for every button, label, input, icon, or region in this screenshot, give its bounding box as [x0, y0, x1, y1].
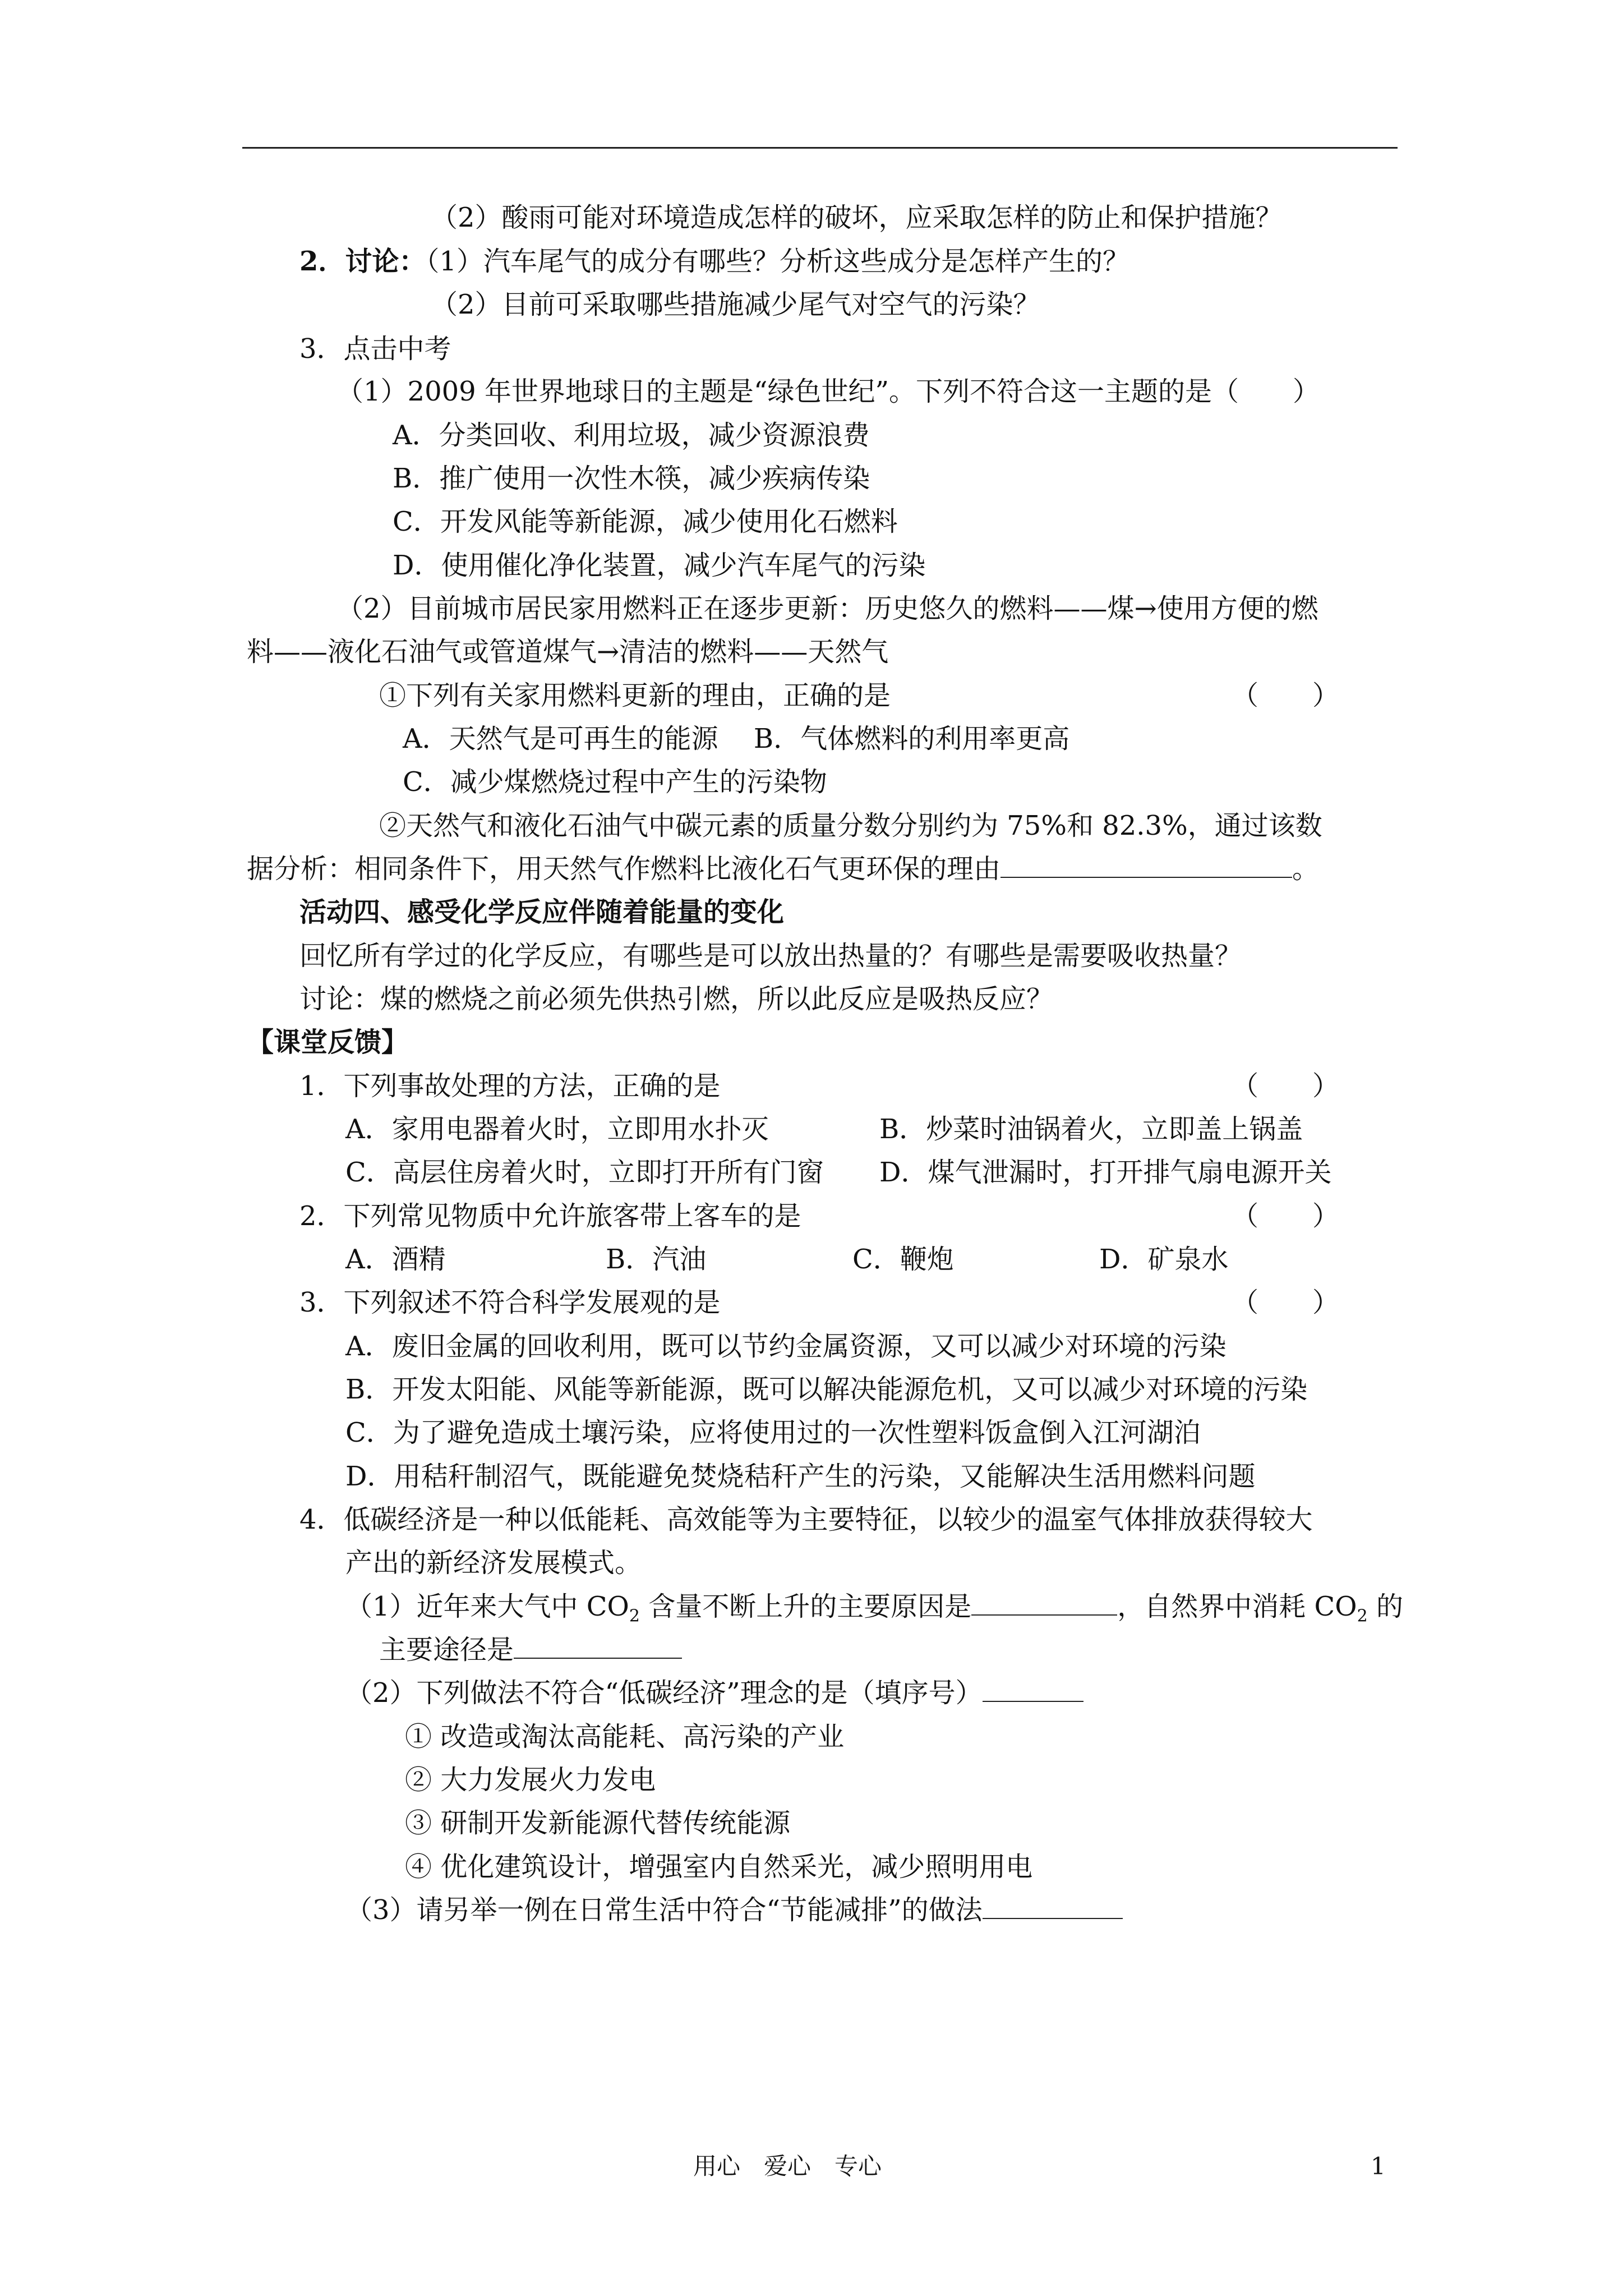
answer-blank[interactable]: [514, 1632, 682, 1659]
exam-2-q1-answer-paren: （ ）: [1232, 680, 1340, 711]
exam-2-stem-line2: 料——液化石油气或管道煤气→清洁的燃料——天然气: [247, 636, 889, 668]
feedback-1-option-a: A．家用电器着火时，立即用水扑灭: [345, 1114, 769, 1145]
answer-blank[interactable]: [983, 1892, 1123, 1919]
exam-1-stem: （1）2009 年世界地球日的主题是“绿色世纪”。下列不符合这一主题的是（ ）: [336, 376, 1320, 407]
co2-subscript: 2: [629, 1606, 640, 1626]
feedback-3-option-c: C．为了避免造成土壤污染，应将使用过的一次性塑料饭盒倒入江河湖泊: [345, 1417, 1201, 1448]
feedback-4-stem-line1: 4．低碳经济是一种以低能耗、高效能等为主要特征，以较少的温室气体排放获得较大: [299, 1504, 1313, 1535]
period: 。: [1292, 853, 1320, 885]
footer-motto: 用心 爱心 专心: [693, 2152, 882, 2180]
feedback-3-option-b: B．开发太阳能、风能等新能源，既可以解决能源危机，又可以减少对环境的污染: [345, 1374, 1308, 1405]
header-rule: [242, 147, 1398, 149]
feedback-4-part2-item3: ③ 研制开发新能源代替传统能源: [405, 1807, 791, 1839]
co2-subscript: 2: [1357, 1606, 1368, 1626]
answer-blank[interactable]: [971, 1589, 1117, 1616]
feedback-2-option-d: D．矿泉水: [1099, 1244, 1229, 1275]
feedback-4-part3: [345, 1892, 1123, 1928]
feedback-4-part1: [345, 1589, 1403, 1635]
feedback-4-stem-line2: 产出的新经济发展模式。: [345, 1547, 642, 1579]
feedback-3-answer-paren: （ ）: [1232, 1287, 1340, 1318]
feedback-1-option-c: C．高层住房着火时，立即打开所有门窗: [345, 1157, 824, 1188]
exam-2-q1: ①下列有关家用燃料更新的理由，正确的是: [379, 680, 891, 711]
activity-4-question: 回忆所有学过的化学反应，有哪些是可以放出热量的？有哪些是需要吸收热量？: [299, 940, 1242, 972]
feedback-3-option-a: A．废旧金属的回收利用，既可以节约金属资源，又可以减少对环境的污染: [345, 1331, 1227, 1362]
exam-2-q1-option-c: C．减少煤燃烧过程中产生的污染物: [403, 766, 827, 798]
exam-2-stem-line1: （2）目前城市居民家用燃料正在逐步更新：历史悠久的燃料——煤→使用方便的燃: [336, 593, 1318, 624]
part1-text-d: 的: [1367, 1591, 1403, 1622]
discussion-item: [299, 243, 1129, 279]
feedback-4-part1-line2: [379, 1632, 682, 1668]
feedback-1-option-d: D．煤气泄漏时，打开排气扇电源开关: [879, 1157, 1332, 1188]
part3-text: （3）请另举一例在日常生活中符合“节能减排”的做法: [345, 1894, 983, 1926]
feedback-2-stem: 2．下列常见物质中允许旅客带上客车的是: [299, 1200, 801, 1232]
feedback-2-option-a: A．酒精: [345, 1244, 446, 1275]
feedback-3-option-d: D．用秸秆制沼气，既能避免焚烧秸秆产生的污染，又能解决生活用燃料问题: [345, 1461, 1256, 1492]
feedback-4-part2-item2: ② 大力发展火力发电: [405, 1764, 656, 1796]
discussion-label: 2．讨论：: [299, 246, 426, 277]
exam-1-option-d: D．使用催化净化装置，减少汽车尾气的污染: [393, 550, 926, 581]
exam-2-q2-text: 据分析：相同条件下，用天然气作燃料比液化石气更环保的理由: [247, 853, 1001, 885]
discussion-1: （1）汽车尾气的成分有哪些？分析这些成分是怎样产生的？: [426, 246, 1129, 277]
part1-text-c: ，自然界中消耗 CO: [1117, 1591, 1357, 1622]
feedback-3-stem: 3．下列叙述不符合科学发展观的是: [299, 1287, 721, 1318]
feedback-2-answer-paren: （ ）: [1232, 1200, 1340, 1232]
activity-4-discussion: 讨论：煤的燃烧之前必须先供热引燃，所以此反应是吸热反应？: [299, 983, 1054, 1015]
answer-blank[interactable]: [1000, 851, 1292, 878]
part1-text-b: 含量不断上升的主要原因是: [639, 1591, 972, 1622]
feedback-1-answer-paren: （ ）: [1232, 1070, 1340, 1102]
section-3-title: 3．点击中考: [299, 333, 451, 365]
feedback-2-option-c: C．鞭炮: [852, 1244, 954, 1275]
exam-2-q1-options-ab: A．天然气是可再生的能源 B．气体燃料的利用率更高: [403, 723, 1070, 754]
feedback-4-part2: [345, 1675, 1083, 1711]
feedback-4-part2-item4: ④ 优化建筑设计，增强室内自然采光，减少照明用电: [405, 1851, 1033, 1883]
feedback-title: 【课堂反馈】: [247, 1027, 409, 1058]
part2-text: （2）下列做法不符合“低碳经济”理念的是（填序号）: [345, 1677, 983, 1709]
exam-1-option-c: C．开发风能等新能源，减少使用化石燃料: [393, 506, 898, 537]
exam-1-option-a: A．分类回收、利用垃圾，减少资源浪费: [393, 420, 870, 451]
exam-2-q2-line1: ②天然气和液化石油气中碳元素的质量分数分别约为 75%和 82.3%，通过该数: [379, 810, 1322, 841]
part1-text-a: （1）近年来大气中 CO: [345, 1591, 629, 1622]
feedback-2-option-b: B．汽油: [606, 1244, 707, 1275]
answer-blank[interactable]: [983, 1675, 1083, 1702]
feedback-1-option-b: B．炒菜时油锅着火，立即盖上锅盖: [879, 1114, 1303, 1145]
page-number: 1: [1371, 2152, 1386, 2180]
discussion-2: （2）目前可采取哪些措施减少尾气对空气的污染？: [431, 289, 1040, 320]
feedback-1-stem: 1．下列事故处理的方法，正确的是: [299, 1070, 721, 1102]
question-prev-2: （2）酸雨可能对环境造成怎样的破坏，应采取怎样的防止和保护措施？: [431, 202, 1283, 233]
part1-text-e: 主要途径是: [379, 1634, 514, 1665]
exam-1-option-b: B．推广使用一次性木筷，减少疾病传染: [393, 463, 870, 494]
exam-2-q2-line2: [247, 851, 1319, 887]
feedback-4-part2-item1: ① 改造或淘汰高能耗、高污染的产业: [405, 1721, 845, 1752]
activity-4-title: 活动四、感受化学反应伴随着能量的变化: [299, 896, 785, 928]
